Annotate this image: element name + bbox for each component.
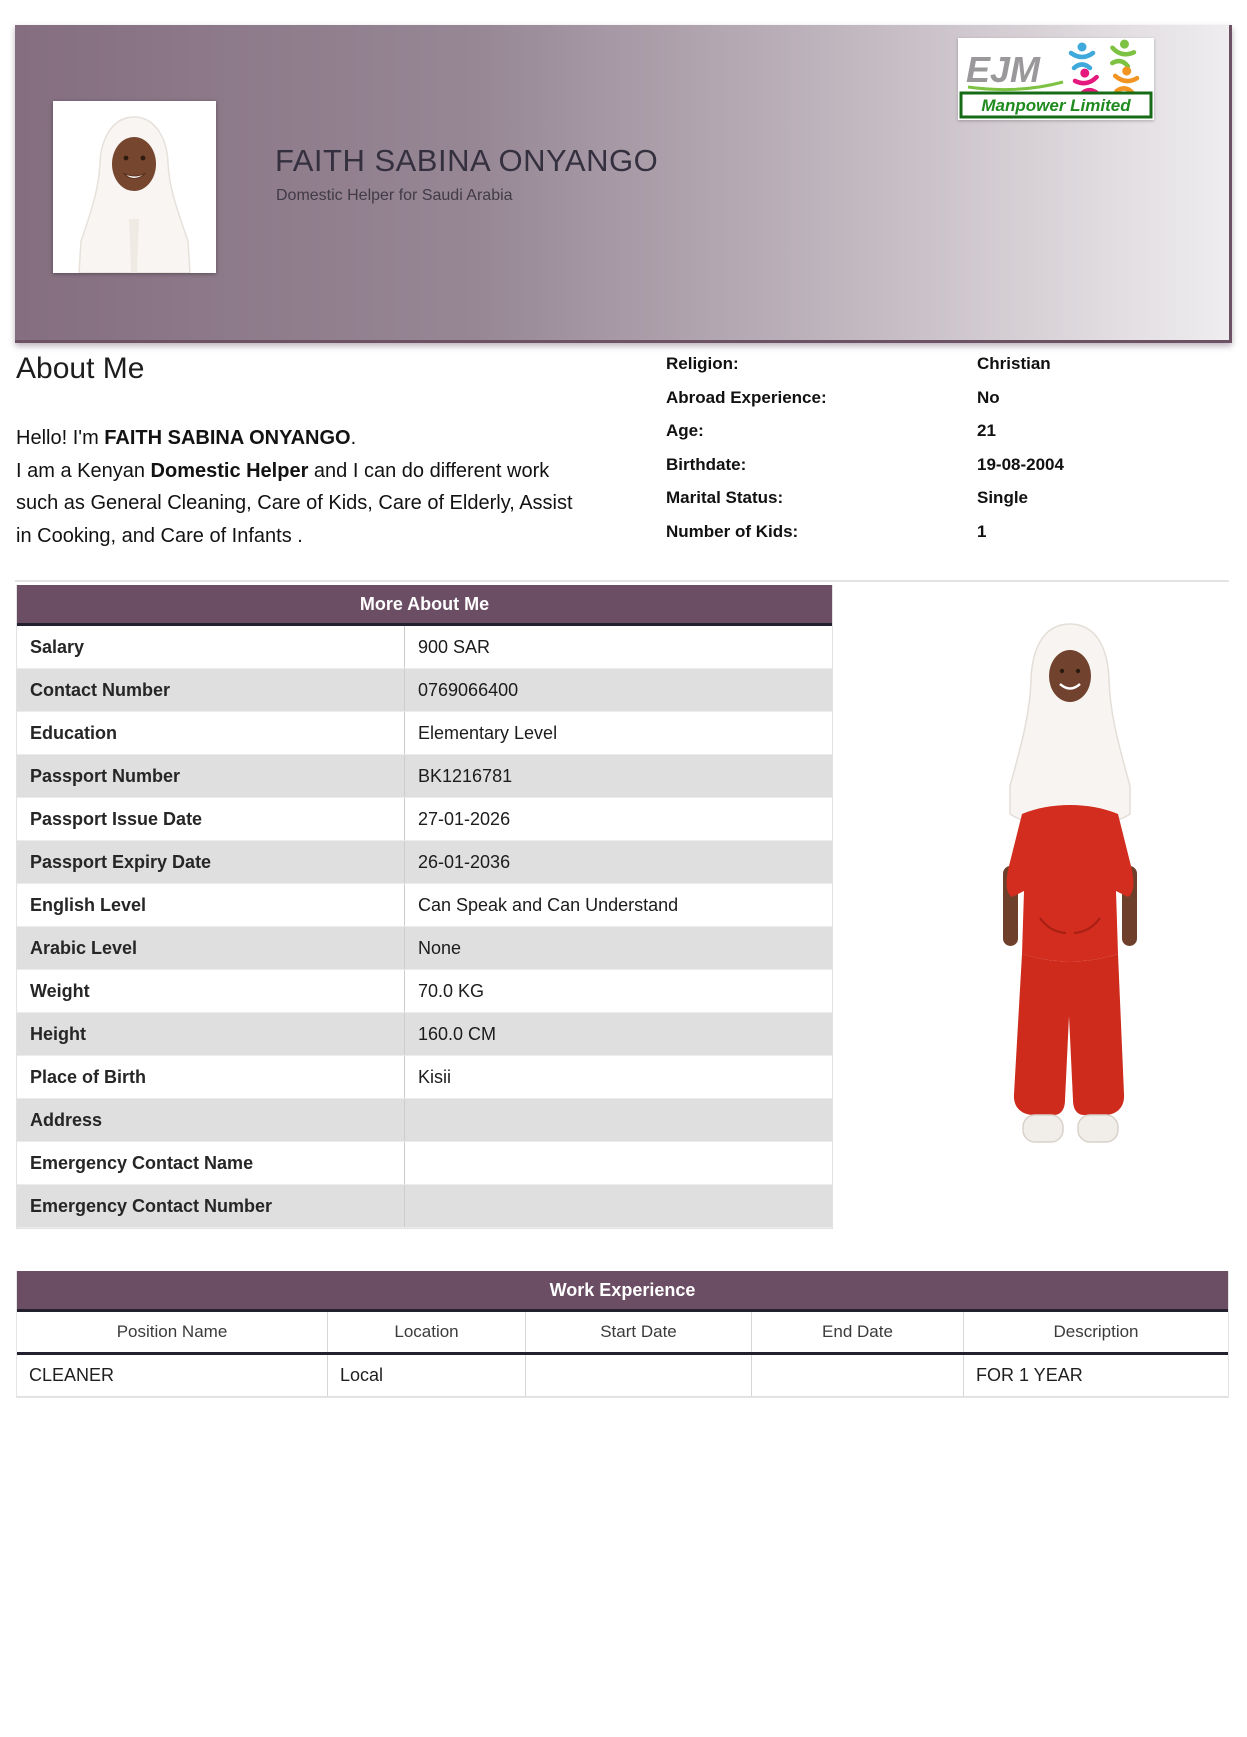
agency-logo <box>958 38 1154 120</box>
row-value: None <box>418 937 462 958</box>
portrait-photo <box>53 101 216 273</box>
logo-tagline-text: Manpower Limited <box>981 96 1131 115</box>
row-label: Passport Expiry Date <box>17 841 405 883</box>
column-header: Start Date <box>526 1312 752 1352</box>
row-label: Weight <box>17 970 405 1012</box>
face <box>1049 650 1091 702</box>
row-value: Kisii <box>418 1066 452 1087</box>
table-row <box>17 1099 832 1142</box>
row-label: Height <box>17 1013 405 1055</box>
logo-brand-text: EJM <box>966 49 1041 90</box>
fact-label: Marital Status: <box>666 488 784 507</box>
table-row <box>17 884 832 927</box>
about-intro-line2-post: and I can do different work such as General Cleaning, Care of Kids, Care of Elderly, Assist in Cooking, and Care of Infants . <box>16 459 573 547</box>
row-label: Emergency Contact Name <box>17 1142 405 1184</box>
column-header: Description <box>1053 1322 1139 1341</box>
agency-logo-graphic <box>958 38 1154 120</box>
table-row <box>17 712 832 755</box>
about-intro <box>16 422 578 552</box>
work-experience-table <box>16 1271 1229 1398</box>
fact-value: Single <box>977 488 1029 507</box>
table-row <box>17 798 832 841</box>
work-cell-description: FOR 1 YEAR <box>976 1365 1083 1385</box>
fact-value: No <box>977 387 1000 407</box>
about-intro-name: FAITH SABINA ONYANGO <box>104 427 351 449</box>
face <box>112 137 156 191</box>
row-value: 70.0 KG <box>418 980 485 1001</box>
about-title: About Me <box>16 352 145 385</box>
about-intro-period: . <box>350 427 357 449</box>
row-value: BK1216781 <box>418 765 513 786</box>
fact-value: 21 <box>977 421 996 440</box>
table-row <box>17 669 832 712</box>
fact-label: Abroad Experience: <box>666 387 827 407</box>
table-row <box>17 1056 832 1099</box>
row-value <box>405 1142 832 1184</box>
work-cell-position: CLEANER <box>17 1355 328 1396</box>
row-value: 0769066400 <box>418 679 519 700</box>
left-shoe <box>1023 1115 1063 1142</box>
section-divider <box>15 580 1229 582</box>
row-label: Salary <box>17 626 405 668</box>
fact-label: Number of Kids: <box>666 521 799 541</box>
more-about-me-table <box>16 585 833 1229</box>
row-label: Place of Birth <box>17 1056 405 1098</box>
row-label: Contact Number <box>17 669 405 711</box>
table-row <box>17 1142 832 1185</box>
row-value: 27-01-2026 <box>418 808 511 829</box>
red-uniform-pants <box>1014 954 1124 1115</box>
row-label: English Level <box>17 884 405 926</box>
column-header: Location <box>328 1312 526 1352</box>
table-row <box>17 841 832 884</box>
work-experience-header: Work Experience <box>17 1271 1228 1312</box>
table-row <box>17 927 832 970</box>
column-header: End Date <box>752 1312 964 1352</box>
right-shoe <box>1078 1115 1118 1142</box>
row-label: Emergency Contact Number <box>17 1185 405 1227</box>
row-value: 160.0 CM <box>418 1023 497 1044</box>
column-header: Position Name <box>17 1312 328 1352</box>
table-row <box>17 1013 832 1056</box>
row-value <box>405 1099 832 1141</box>
work-experience-rows <box>17 1355 1228 1397</box>
row-value: Can Speak and Can Understand <box>418 894 679 915</box>
work-row <box>17 1355 1228 1397</box>
fact-label: Age: <box>666 421 704 440</box>
row-label: Passport Number <box>17 755 405 797</box>
more-about-me-header: More About Me <box>17 585 832 626</box>
row-value: Elementary Level <box>418 722 558 743</box>
candidate-name: FAITH SABINA ONYANGO <box>275 143 659 178</box>
row-label: Arabic Level <box>17 927 405 969</box>
candidate-role: Domestic Helper for Saudi Arabia <box>276 187 513 204</box>
row-value: 900 SAR <box>418 636 491 657</box>
row-value: 26-01-2036 <box>418 851 511 872</box>
row-value <box>405 1185 832 1227</box>
full-body-illustration <box>970 618 1170 1166</box>
table-row <box>17 626 832 669</box>
red-uniform-top <box>1007 805 1134 962</box>
about-intro-line2-pre: I am a Kenyan <box>16 459 151 482</box>
row-label: Passport Issue Date <box>17 798 405 840</box>
fact-label: Religion: <box>666 354 739 373</box>
more-about-me-rows <box>17 626 832 1228</box>
fact-value: 19-08-2004 <box>977 454 1064 474</box>
row-label: Address <box>17 1099 405 1141</box>
about-intro-hello: Hello! I'm <box>16 427 105 449</box>
work-cell-end-date <box>752 1355 964 1396</box>
about-intro-line2-bold: Domestic Helper <box>150 459 309 482</box>
full-body-photo <box>970 618 1170 1166</box>
work-experience-columns <box>17 1312 1228 1355</box>
table-row <box>17 1185 832 1228</box>
fact-value: 1 <box>977 521 987 541</box>
work-cell-start-date <box>526 1355 752 1396</box>
fact-label: Birthdate: <box>666 454 747 474</box>
portrait-illustration <box>53 101 216 273</box>
work-cell-location: Local <box>328 1355 526 1396</box>
about-facts <box>666 354 1232 542</box>
table-row <box>17 970 832 1013</box>
table-row <box>17 755 832 798</box>
row-label: Education <box>17 712 405 754</box>
fact-value: Christian <box>977 354 1051 373</box>
